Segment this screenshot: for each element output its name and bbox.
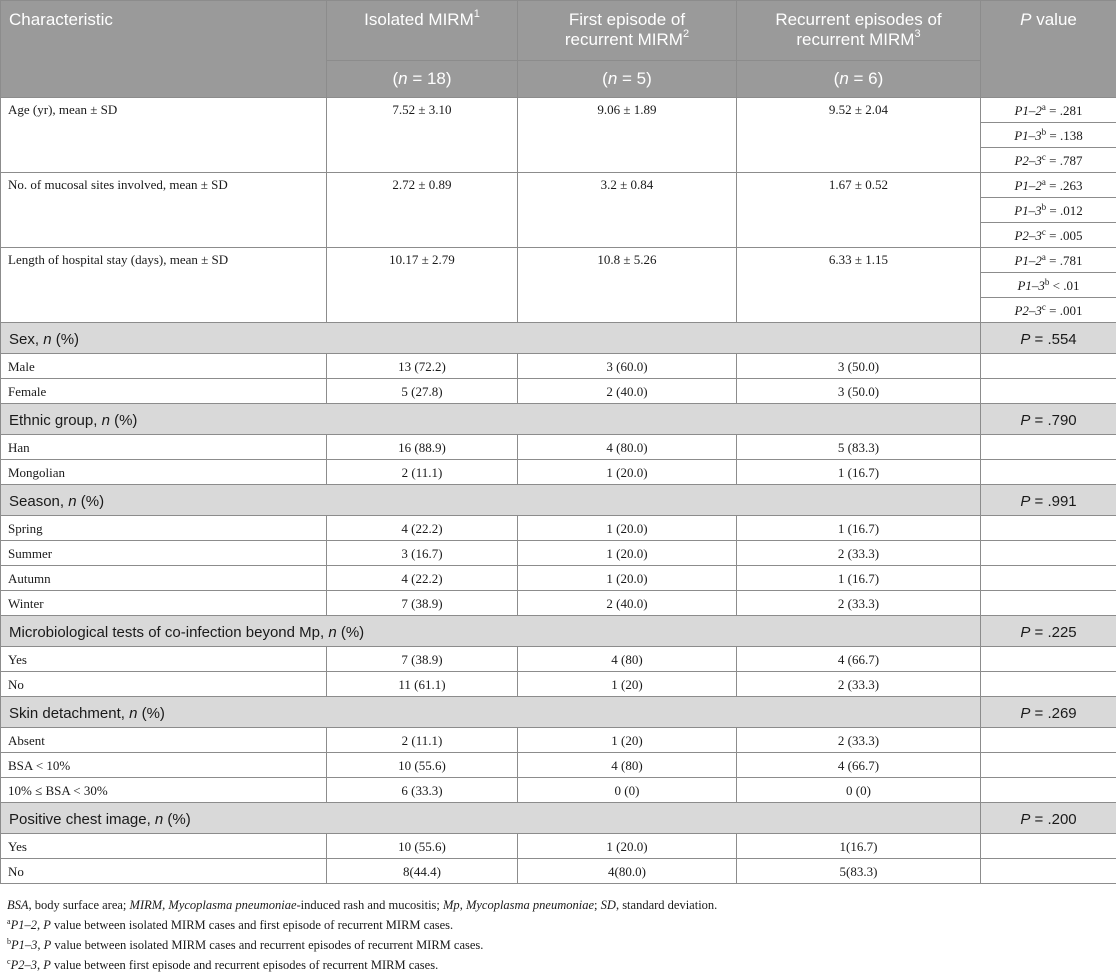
table-cell: 1 (16.7) (737, 566, 981, 591)
table-cell: 3 (50.0) (737, 354, 981, 379)
footnote-marker: a (1042, 252, 1046, 262)
empty-p-cell (981, 591, 1116, 616)
row-label: 10% ≤ BSA < 30% (1, 778, 327, 803)
empty-p-cell (981, 728, 1116, 753)
p-pair: P1–3 (1014, 128, 1041, 143)
table-cell: 2 (40.0) (518, 591, 737, 616)
table-cell: 10 (55.6) (327, 834, 518, 859)
empty-p-cell (981, 566, 1116, 591)
table-cell: 4 (66.7) (737, 647, 981, 672)
row-label: Han (1, 435, 327, 460)
footnote-marker: a (7, 917, 11, 926)
table-cell: 5 (83.3) (737, 435, 981, 460)
table-row (1, 566, 1116, 591)
footnote-marker: b (1042, 202, 1047, 212)
empty-p-cell (981, 379, 1116, 404)
table-cell: 3 (16.7) (327, 541, 518, 566)
p-pair: P1–2 (1014, 253, 1041, 268)
table-cell: 6.33 ± 1.15 (737, 248, 981, 323)
table-cell: 4 (22.2) (327, 516, 518, 541)
table-cell: 11 (61.1) (327, 672, 518, 697)
table-footnotes (7, 895, 1107, 975)
empty-p-cell (981, 753, 1116, 778)
row-label: Yes (1, 647, 327, 672)
table-cell: 1 (20.0) (518, 460, 737, 485)
footnote-marker: c (7, 957, 11, 966)
table-cell: 1 (20.0) (518, 516, 737, 541)
table-cell: 1 (20) (518, 728, 737, 753)
section-title: Season, n (%) (1, 485, 981, 516)
table-body (1, 98, 1116, 884)
header-recurrent-episodes: Recurrent episodes of recurrent MIRM$^3$ (737, 1, 981, 61)
table-row (1, 379, 1116, 404)
p-value: = .787 (1046, 153, 1083, 168)
empty-p-cell (981, 541, 1116, 566)
row-label: Length of hospital stay (days), mean ± SD (1, 248, 327, 323)
footnote-marker: c (1042, 302, 1046, 312)
p-value-cell (981, 223, 1116, 248)
table-cell: 13 (72.2) (327, 354, 518, 379)
table-cell: 1 (20.0) (518, 834, 737, 859)
section-title: Sex, n (%) (1, 323, 981, 354)
section-title: Skin detachment, n (%) (1, 697, 981, 728)
table-cell: 4 (66.7) (737, 753, 981, 778)
table-cell: 10.8 ± 5.26 (518, 248, 737, 323)
p-pair: P1–3 (1014, 203, 1041, 218)
p-value: = .138 (1046, 128, 1083, 143)
empty-p-cell (981, 672, 1116, 697)
table-cell: 0 (0) (737, 778, 981, 803)
p-value: = .001 (1046, 303, 1083, 318)
p-pair: P1–2 (1014, 178, 1041, 193)
table-row (1, 435, 1116, 460)
table-row (1, 778, 1116, 803)
table-cell: 9.52 ± 2.04 (737, 98, 981, 173)
p-pair: P2–3 (1014, 228, 1041, 243)
footnote-marker: c (1042, 227, 1046, 237)
table-cell: 4(80.0) (518, 859, 737, 884)
empty-p-cell (981, 778, 1116, 803)
row-label: No. of mucosal sites involved, mean ± SD (1, 173, 327, 248)
table-row (1, 516, 1116, 541)
p-pair: P1–2 (1014, 103, 1041, 118)
p-pair: P2–3 (1014, 303, 1041, 318)
table-row (1, 834, 1116, 859)
footnote-marker: c (1042, 152, 1046, 162)
table-cell: 2 (33.3) (737, 728, 981, 753)
table-cell: 7 (38.9) (327, 647, 518, 672)
p-value-cell (981, 273, 1116, 298)
section-header-row (1, 404, 1116, 435)
row-label: Age (yr), mean ± SD (1, 98, 327, 173)
p-pair: P1–3 (1017, 278, 1044, 293)
table-row (1, 672, 1116, 697)
table-cell: 4 (80) (518, 647, 737, 672)
footnote-marker: b (1045, 277, 1050, 287)
header-isolated-mirm: Isolated MIRM$^1$ (327, 1, 518, 61)
header-n-isolated: (n = 18) (327, 61, 518, 98)
header-p-value: P value (981, 1, 1116, 98)
table-row (1, 354, 1116, 379)
footnote: $^b$P1–3, P value between isolated MIRM cases and recurrent episodes of recurrent MIRM cases. (7, 935, 1107, 955)
p-value: = .263 (1046, 178, 1083, 193)
table-cell: 3 (60.0) (518, 354, 737, 379)
header-n-first-episode: (n = 5) (518, 61, 737, 98)
table-row (1, 647, 1116, 672)
table-cell: 6 (33.3) (327, 778, 518, 803)
section-title: Microbiological tests of co-infection beyond Mp, n (%) (1, 616, 981, 647)
table-cell: 10.17 ± 2.79 (327, 248, 518, 323)
section-p-value: P = .269 (981, 697, 1116, 728)
table-cell: 2 (33.3) (737, 541, 981, 566)
table-cell: 1 (20.0) (518, 541, 737, 566)
table-cell: 4 (80) (518, 753, 737, 778)
header-n-recurrent: (n = 6) (737, 61, 981, 98)
table-cell: 2.72 ± 0.89 (327, 173, 518, 248)
row-label: BSA < 10% (1, 753, 327, 778)
row-label: Winter (1, 591, 327, 616)
footnote-marker: b (1042, 127, 1047, 137)
section-title: Positive chest image, n (%) (1, 803, 981, 834)
p-value-cell (981, 98, 1116, 123)
table-cell: 5(83.3) (737, 859, 981, 884)
row-label: Autumn (1, 566, 327, 591)
row-label: Absent (1, 728, 327, 753)
table-row (1, 728, 1116, 753)
row-label: Male (1, 354, 327, 379)
section-header-row (1, 323, 1116, 354)
p-value-cell (981, 148, 1116, 173)
p-pair: P2–3 (1014, 153, 1041, 168)
table-row (1, 248, 1116, 273)
empty-p-cell (981, 435, 1116, 460)
table-cell: 2 (11.1) (327, 728, 518, 753)
p-value: = .005 (1046, 228, 1083, 243)
row-label: Mongolian (1, 460, 327, 485)
table-cell: 2 (11.1) (327, 460, 518, 485)
table-cell: 16 (88.9) (327, 435, 518, 460)
p-value-cell (981, 298, 1116, 323)
table-cell: 10 (55.6) (327, 753, 518, 778)
section-p-value: P = .200 (981, 803, 1116, 834)
row-label: Spring (1, 516, 327, 541)
p-value: = .781 (1046, 253, 1083, 268)
table-cell: 3.2 ± 0.84 (518, 173, 737, 248)
table-row (1, 859, 1116, 884)
footnote-marker: a (1042, 177, 1046, 187)
footnote: $^a$P1–2, P value between isolated MIRM cases and first episode of recurrent MIRM cases. (7, 915, 1107, 935)
footnote: $^c$P2–3, P value between first episode and recurrent episodes of recurrent MIRM cases. (7, 955, 1107, 975)
table-cell: 3 (50.0) (737, 379, 981, 404)
empty-p-cell (981, 859, 1116, 884)
table-cell: 7 (38.9) (327, 591, 518, 616)
table-cell: 1 (16.7) (737, 516, 981, 541)
table-row (1, 460, 1116, 485)
section-header-row (1, 485, 1116, 516)
table-cell: 4 (22.2) (327, 566, 518, 591)
empty-p-cell (981, 647, 1116, 672)
row-label: No (1, 672, 327, 697)
section-p-value: P = .225 (981, 616, 1116, 647)
header-first-episode: First episode of recurrent MIRM$^2$ (518, 1, 737, 61)
table-cell: 1 (20) (518, 672, 737, 697)
section-p-value: P = .790 (981, 404, 1116, 435)
empty-p-cell (981, 834, 1116, 859)
table-cell: 1 (16.7) (737, 460, 981, 485)
footnote-marker: a (1042, 102, 1046, 112)
p-value: < .01 (1049, 278, 1079, 293)
p-value: = .281 (1046, 103, 1083, 118)
header-characteristic: Characteristic (1, 1, 327, 98)
p-value: = .012 (1046, 203, 1083, 218)
footnote-marker: b (7, 937, 11, 946)
table-cell: 9.06 ± 1.89 (518, 98, 737, 173)
table-row (1, 541, 1116, 566)
row-label: Yes (1, 834, 327, 859)
table-row (1, 98, 1116, 123)
row-label: Summer (1, 541, 327, 566)
p-value-cell (981, 198, 1116, 223)
section-p-value: P = .991 (981, 485, 1116, 516)
section-header-row (1, 697, 1116, 728)
p-value-cell (981, 173, 1116, 198)
p-value-footnotes (7, 915, 1107, 975)
table-cell: 2 (40.0) (518, 379, 737, 404)
table-cell: 0 (0) (518, 778, 737, 803)
empty-p-cell (981, 460, 1116, 485)
table-cell: 1.67 ± 0.52 (737, 173, 981, 248)
table-row (1, 173, 1116, 198)
table-cell: 2 (33.3) (737, 672, 981, 697)
table-cell: 1 (20.0) (518, 566, 737, 591)
section-header-row (1, 616, 1116, 647)
abbreviations-note: BSA, body surface area; MIRM, Mycoplasma pneumoniae-induced rash and mucositis; Mp, Mycoplasma pneumoniae; SD, standard deviation. (7, 895, 1107, 915)
table-row (1, 753, 1116, 778)
section-p-value: P = .554 (981, 323, 1116, 354)
section-title: Ethnic group, n (%) (1, 404, 981, 435)
table-cell: 1(16.7) (737, 834, 981, 859)
table-cell: 7.52 ± 3.10 (327, 98, 518, 173)
table-cell: 5 (27.8) (327, 379, 518, 404)
empty-p-cell (981, 516, 1116, 541)
table-cell: 2 (33.3) (737, 591, 981, 616)
section-header-row (1, 803, 1116, 834)
table-cell: 8(44.4) (327, 859, 518, 884)
row-label: Female (1, 379, 327, 404)
table-cell: 4 (80.0) (518, 435, 737, 460)
p-value-cell (981, 248, 1116, 273)
table-header (1, 1, 1116, 98)
table-row (1, 591, 1116, 616)
empty-p-cell (981, 354, 1116, 379)
p-value-cell (981, 123, 1116, 148)
row-label: No (1, 859, 327, 884)
